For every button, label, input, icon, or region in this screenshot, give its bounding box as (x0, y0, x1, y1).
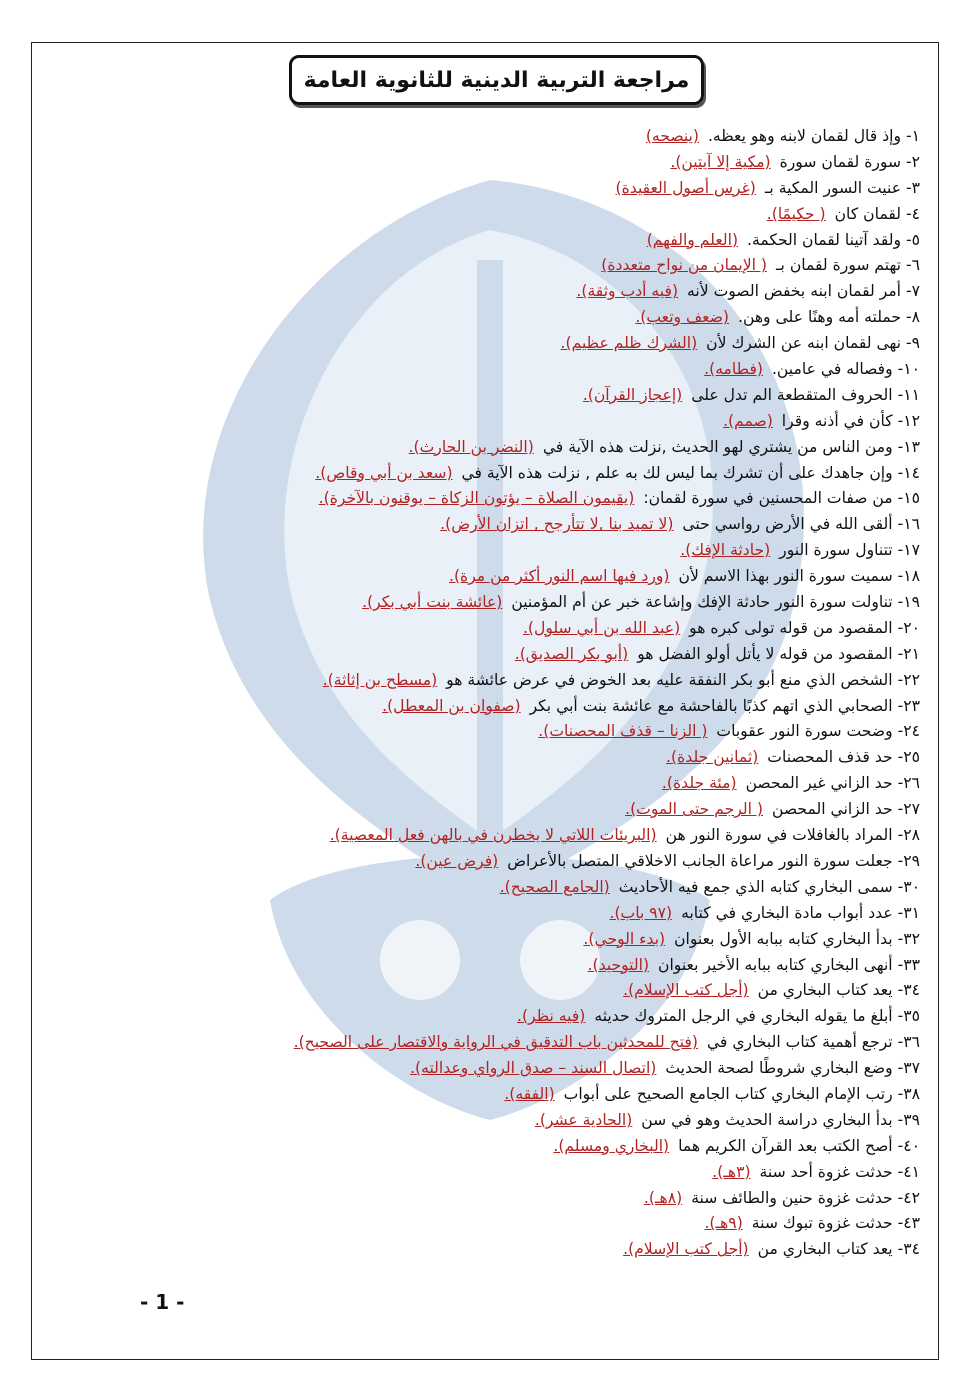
question-text: ٦- تهتم سورة لقمان بـ (775, 256, 920, 275)
question-text: ٤- لقمان كان (834, 204, 920, 223)
answer-text: (البخاري ومسلم). (553, 1136, 670, 1155)
question-item (150, 668, 920, 694)
page-title: مراجعة التربية الدينية للثانوية العامة (289, 55, 704, 105)
question-text: ١٩- تناولت سورة النور حادثة الإفك وإشاعة خبر عن أم المؤمنين (511, 593, 920, 612)
question-text: ٢٤- وضحت سورة النور عقوبات (716, 722, 920, 741)
answer-text: (العلم والفهم) (646, 230, 739, 249)
question-item (150, 357, 920, 383)
question-text: ١٦- ألقى الله في الأرض رواسي حتى (682, 515, 920, 534)
page-number: - 1 - (140, 1290, 185, 1314)
answer-text: (النضر بن الحارث). (408, 437, 534, 456)
question-item (150, 435, 920, 461)
question-text: ٢٩- جعلت سورة النور مراعاة الجانب الاخلاقي المتصل بالأعراض (507, 851, 920, 870)
question-text: ١١- الحروف المتقطعة الم تدل على (691, 385, 920, 404)
answer-text: (مئة جلدة). (661, 774, 737, 793)
question-text: ٤٣- حدثت غزوة تبوك سنة (751, 1214, 920, 1233)
answer-text: (أبو بكر الصديق). (514, 644, 629, 663)
question-text: ٤١- حدثت غزوة أحد سنة (759, 1162, 920, 1181)
answer-text: (فرض عين). (415, 851, 499, 870)
question-text: ٣- عنيت السور المكية بـ (764, 178, 920, 197)
question-item (150, 1134, 920, 1160)
answer-text: (يقيمون الصلاة – يؤتون الزكاة – يوقنون بالآخرة). (318, 489, 635, 508)
answer-text: (إعجاز القرآن). (582, 385, 683, 404)
question-text: ٣٠- سمى البخاري كتابه الذي جمع فيه الأحاديث (618, 877, 920, 896)
answer-text: (حادثة الإفك). (680, 541, 771, 560)
question-text: ٣٢- بدأ البخاري كتابه ببابه الأول بعنوان (674, 929, 920, 948)
question-text: ١٢- كأن في أذنه وقرا (781, 411, 920, 430)
answer-text: (اتصال السند – صدق الرواي وعدالته). (410, 1059, 657, 1078)
question-item (150, 253, 920, 279)
answer-text: (فيه أدب وثقة). (576, 282, 679, 301)
question-text: ٣٥- أبلغ ما يقوله البخاري في الرجل المتروك حديثه (594, 1007, 920, 1026)
question-item (150, 694, 920, 720)
question-item (150, 305, 920, 331)
question-text: ٣١- عدد أبواب مادة البخاري في كتابه (681, 903, 920, 922)
answer-text: (عبد الله بن أبي سلول). (522, 618, 681, 637)
question-text: ٢٦- حد الزاني غير المحصن (745, 774, 920, 793)
answer-text: (صمم). (723, 411, 773, 430)
question-text: ١٤- وإن جاهدك على أن تشرك بما ليس لك به علم , نزلت هذه الآية في (461, 463, 920, 482)
question-item (150, 1082, 920, 1108)
answer-text: (٣هـ). (712, 1162, 751, 1181)
question-item (150, 616, 920, 642)
question-list (150, 124, 920, 1263)
question-item (150, 590, 920, 616)
question-item (150, 1056, 920, 1082)
answer-text: (ضعف وتعب). (635, 308, 730, 327)
answer-text: ( الرجم حتى الموت). (625, 800, 764, 819)
answer-text: (الشرك ظلم عظيم). (560, 334, 698, 353)
answer-text: (ينصحه) (645, 127, 699, 145)
question-item (150, 538, 920, 564)
answer-text: (بدء الوحي). (583, 929, 666, 948)
question-item (150, 564, 920, 590)
question-text: ٢٧- حد الزاني المحصن (771, 800, 920, 819)
question-item (150, 823, 920, 849)
question-item (150, 409, 920, 435)
question-text: ٢١- المقصود من قوله لا يأتل أولو الفضل هو (637, 644, 920, 663)
question-text: ٨- حملته أمه وهنًا على وهن. (738, 308, 920, 327)
question-item (150, 745, 920, 771)
question-text: ٢٨- المراد بالغافلات في سورة النور هن (665, 826, 920, 845)
answer-text: (أجل كتب الإسلام). (623, 1240, 749, 1259)
question-item (150, 176, 920, 202)
question-text: ٩- نهى لقمان ابنه عن الشرك لأن (706, 334, 920, 353)
answer-text: (لا تميد بنا ,لا تتأرجح , اتزان الأرض). (440, 515, 674, 534)
answer-text: (ورد فيها اسم النور أكثر من مرة). (448, 567, 670, 586)
question-item (150, 124, 920, 150)
answer-text: (سعد بن أبي وقاص). (315, 463, 453, 482)
question-item (150, 849, 920, 875)
answer-text: (الجامع الصحيح). (499, 877, 610, 896)
question-item (150, 228, 920, 254)
answer-text: ( الزنا – قذف المحصنات). (538, 722, 708, 741)
question-item (150, 486, 920, 512)
question-item (150, 1160, 920, 1186)
answer-text: (ثمانين جلدة). (666, 748, 759, 767)
question-text: ١٥- من صفات المحسنين في سورة لقمان: (643, 489, 920, 508)
question-item (150, 1186, 920, 1212)
question-text: ٢٢- الشخص الذي منع أبو بكر النفقة عليه بعد الخوض في عرض عائشة هو (446, 670, 920, 689)
question-item (150, 512, 920, 538)
question-item (150, 875, 920, 901)
question-text: ١٠- وفصاله في عامين. (771, 360, 920, 379)
question-text: ٢٥- حد قذف المحصنات (767, 748, 920, 767)
question-item (150, 927, 920, 953)
question-item (150, 150, 920, 176)
question-text: ٤٢- حدثت غزوة حنين والطائف سنة (691, 1188, 920, 1207)
answer-text: (فطامه). (704, 360, 763, 379)
answer-text: (٩هـ). (704, 1214, 743, 1233)
question-item (150, 953, 920, 979)
answer-text: (الحادية عشر). (534, 1110, 633, 1129)
question-item (150, 461, 920, 487)
question-text: ٣٤- يعد كتاب البخاري من (757, 1240, 920, 1259)
question-item (150, 331, 920, 357)
question-item (150, 279, 920, 305)
answer-text: (التوحيد). (587, 955, 650, 974)
question-item (150, 719, 920, 745)
question-text: ٣٦- ترجع أهمية كتاب البخاري في (706, 1033, 920, 1052)
question-item (150, 1108, 920, 1134)
question-text: ٣٣- أنهى البخاري كتابه ببابه الأخير بعنوان (658, 955, 920, 974)
answer-text: (صفوان بن المعطل). (382, 696, 521, 715)
question-text: ١٧- تتناول سورة النور (779, 541, 920, 560)
question-text: ٥- ولقد آتينا لقمان الحكمة. (747, 230, 920, 249)
question-item (150, 1030, 920, 1056)
answer-text: (مسطح بن إثاثة). (322, 670, 438, 689)
question-text: ١- وإذ قال لقمان لابنه وهو يعظه. (707, 127, 920, 145)
question-item (150, 901, 920, 927)
answer-text: (البريئات اللاتي لا يخطرن في بالهن فعل المعصية). (329, 826, 657, 845)
question-item (150, 771, 920, 797)
question-item (150, 642, 920, 668)
question-text: ١٨- سميت سورة النور بهذا الاسم لأن (678, 567, 920, 586)
question-text: ١٣- ومن الناس من يشتري لهو الحديث ,نزلت هذه الآية في (542, 437, 920, 456)
answer-text: (فتح للمحدثين باب التدقيق في الرواية والاقتصار على الصحيح). (293, 1033, 698, 1052)
question-text: ٢٣- الصحابي الذي اتهم كذبًا بالفاحشة مع عائشة بنت أبي بكر (529, 696, 920, 715)
question-text: ٤٠- أصح الكتب بعد القرآن الكريم هما (678, 1136, 920, 1155)
question-text: ٢- سورة لقمان سورة (779, 152, 920, 171)
answer-text: (فيه نظر). (517, 1007, 586, 1026)
question-item (150, 202, 920, 228)
question-item (150, 1237, 920, 1263)
answer-text: (أجل كتب الإسلام). (623, 981, 749, 1000)
answer-text: (عائشة بنت أبي بكر). (362, 593, 503, 612)
answer-text: (الفقه). (504, 1084, 555, 1103)
question-item (150, 383, 920, 409)
question-text: ٣٧- وضع البخاري شروطًا لصحة الحديث (665, 1059, 920, 1078)
answer-text: (٨هـ). (643, 1188, 683, 1207)
answer-text: (غرس أصول العقيدة) (615, 178, 756, 197)
question-item (150, 1004, 920, 1030)
answer-text: ( حكيمًا). (766, 204, 826, 223)
question-text: ٧- أمر لقمان ابنه بخفض الصوت لأنه (687, 282, 920, 301)
answer-text: ( الإيمان من نواح متعددة) (601, 256, 767, 275)
question-text: ٣٤- يعد كتاب البخاري من (757, 981, 920, 1000)
question-text: ٣٨- رتب الإمام البخاري كتاب الجامع الصحيح على أبواب (563, 1084, 920, 1103)
question-item (150, 1211, 920, 1237)
question-item (150, 797, 920, 823)
question-text: ٢٠- المقصود من قوله تولى كبره هو (689, 618, 920, 637)
answer-text: (٩٧ باب). (609, 903, 673, 922)
question-item (150, 978, 920, 1004)
answer-text: (مكية إلا آيتين). (670, 152, 771, 171)
question-text: ٣٩- بدأ البخاري دراسة الحديث وهو في سن (641, 1110, 920, 1129)
